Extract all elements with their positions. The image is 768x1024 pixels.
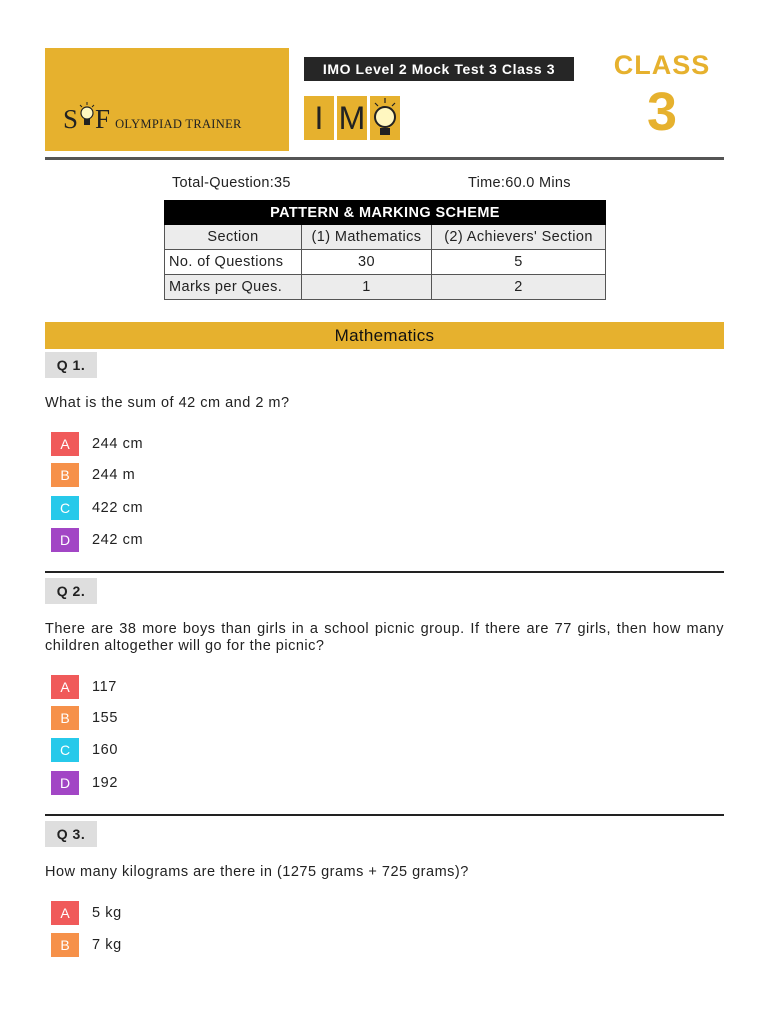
option-text: 5 kg [92, 905, 122, 921]
option-text: 192 [92, 775, 118, 791]
table-row [165, 250, 606, 275]
logo-subtitle: OLYMPIAD TRAINER [115, 117, 242, 131]
option-letter: D [51, 771, 79, 795]
imo-letter-i: I [304, 96, 334, 140]
logo-letter-f: F [95, 104, 112, 134]
question-divider [45, 814, 724, 816]
scheme-title: PATTERN & MARKING SCHEME [165, 201, 606, 225]
option-text: 242 cm [92, 532, 144, 548]
option-letter: C [51, 496, 79, 520]
table-row [165, 225, 606, 250]
option-letter: A [51, 901, 79, 925]
section-title: Mathematics [45, 322, 724, 349]
option-d[interactable] [51, 528, 143, 552]
imo-letter-m: M [337, 96, 367, 140]
imo-logo [304, 96, 400, 140]
imo-bulb-icon [370, 96, 400, 140]
time-limit: Time:60.0 Mins [468, 175, 571, 191]
question-number: Q 3. [45, 821, 97, 847]
table-cell: Section [165, 225, 302, 250]
option-text: 155 [92, 710, 118, 726]
option-text: 7 kg [92, 937, 122, 953]
table-cell: (1) Mathematics [302, 225, 432, 250]
table-cell: No. of Questions [165, 250, 302, 275]
header-divider [45, 157, 724, 160]
option-c[interactable] [51, 738, 118, 762]
table-cell: 5 [432, 250, 606, 275]
bulb-icon [79, 108, 95, 130]
imo-letter-o [370, 96, 400, 140]
table-cell: 30 [302, 250, 432, 275]
option-text: 117 [92, 679, 117, 695]
question-divider [45, 571, 724, 573]
table-cell: 2 [432, 275, 606, 300]
question-text: What is the sum of 42 cm and 2 m? [45, 395, 290, 411]
total-questions: Total-Question:35 [172, 175, 291, 191]
option-letter: C [51, 738, 79, 762]
option-letter: A [51, 432, 79, 456]
marking-scheme-table [164, 200, 606, 300]
option-b[interactable] [51, 706, 118, 730]
option-d[interactable] [51, 771, 118, 795]
option-letter: B [51, 463, 79, 487]
sof-logo [45, 48, 289, 151]
option-text: 160 [92, 742, 118, 758]
table-cell: (2) Achievers' Section [432, 225, 606, 250]
option-letter: B [51, 933, 79, 957]
option-text: 244 m [92, 467, 136, 483]
question-text: How many kilograms are there in (1275 grams + 725 grams)? [45, 864, 469, 880]
option-b[interactable] [51, 933, 122, 957]
option-text: 422 cm [92, 500, 144, 516]
option-letter: A [51, 675, 79, 699]
question-text: There are 38 more boys than girls in a school picnic group. If there are 77 girls, then how many children altogether will go for the picnic? [45, 621, 724, 654]
option-a[interactable] [51, 675, 117, 699]
question-number: Q 2. [45, 578, 97, 604]
class-number: 3 [646, 82, 678, 142]
question-number: Q 1. [45, 352, 97, 378]
class-label: CLASS [613, 50, 711, 80]
option-b[interactable] [51, 463, 135, 487]
table-cell: 1 [302, 275, 432, 300]
option-letter: D [51, 528, 79, 552]
option-a[interactable] [51, 432, 143, 456]
logo-letter-s: S [63, 104, 80, 134]
sof-logo-text [63, 104, 242, 135]
option-text: 244 cm [92, 436, 144, 452]
option-a[interactable] [51, 901, 122, 925]
option-letter: B [51, 706, 79, 730]
option-c[interactable] [51, 496, 143, 520]
table-row [165, 275, 606, 300]
test-title: IMO Level 2 Mock Test 3 Class 3 [304, 57, 574, 81]
table-cell: Marks per Ques. [165, 275, 302, 300]
